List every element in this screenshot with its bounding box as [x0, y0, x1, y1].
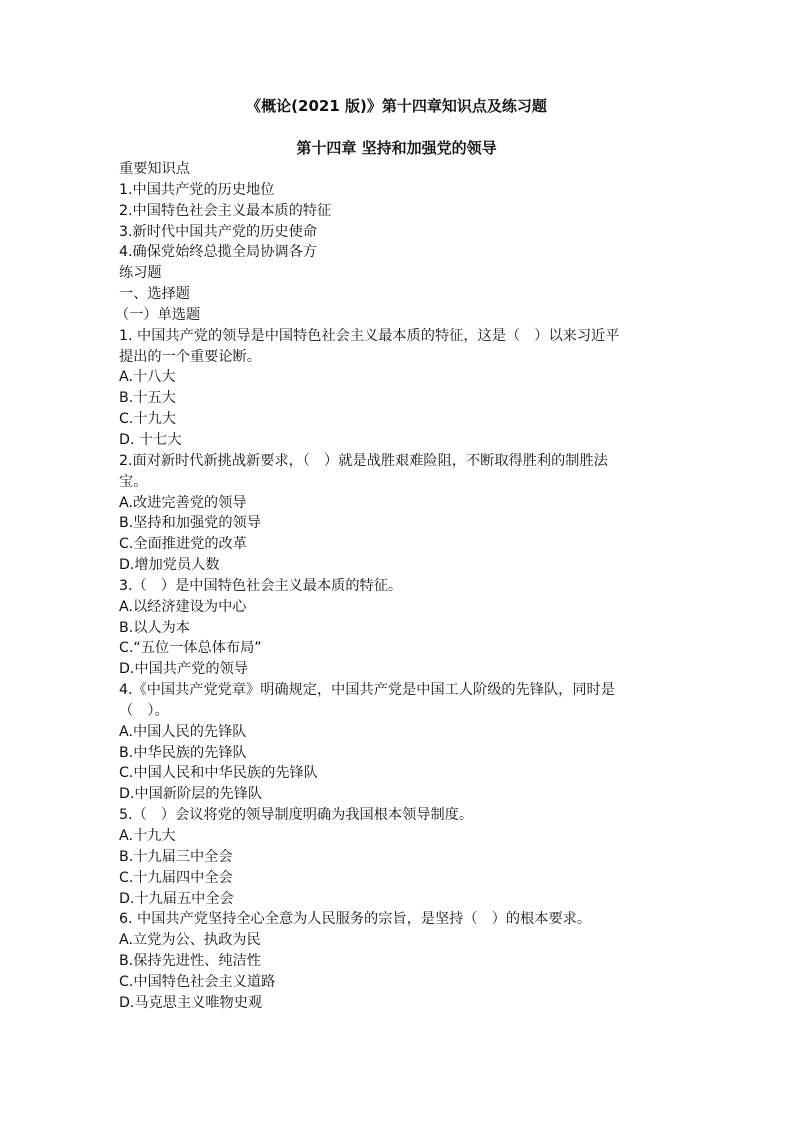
option-a: A.十八大 [119, 369, 176, 386]
option-a: A.中国人民的先锋队 [119, 723, 247, 740]
option-d: D.马克思主义唯物史观 [119, 994, 263, 1011]
document-title: 《概论(2021 版)》第十四章知识点及练习题 [246, 97, 547, 115]
question-text: 2.面对新时代新挑战新要求，（ ）就是战胜艰难险阻，不断取得胜利的制胜法 [119, 452, 608, 469]
key-point-item: 4.确保党始终总揽全局协调各方 [119, 244, 317, 261]
key-point-item: 2.中国特色社会主义最本质的特征 [119, 202, 332, 219]
question-5 [119, 805, 679, 909]
key-point-item: 1.中国共产党的历史地位 [119, 181, 275, 198]
option-c: C.十九届四中全会 [119, 869, 233, 886]
option-b: B.以人为本 [119, 619, 190, 636]
option-c: C.中国人民和中华民族的先锋队 [119, 765, 318, 782]
option-b: B.十五大 [119, 390, 176, 407]
question-2 [119, 451, 679, 576]
question-text: 1. 中国共产党的领导是中国特色社会主义最本质的特征，这是（ ）以来习近平 [119, 327, 620, 344]
subsection-heading: （一）单选题 [115, 306, 201, 323]
question-text: 6. 中国共产党坚持全心全意为人民服务的宗旨，是坚持（ ）的根本要求。 [119, 911, 592, 928]
question-1 [119, 326, 679, 451]
option-d: D.中国新阶层的先锋队 [119, 786, 263, 803]
option-c: C.“五位一体总体布局” [119, 640, 262, 657]
question-text-continued: 宝。 [119, 473, 148, 490]
option-a: A.改进完善党的领导 [119, 494, 247, 511]
option-c: C.中国特色社会主义道路 [119, 973, 276, 990]
question-4 [119, 680, 679, 805]
option-b: B.坚持和加强党的领导 [119, 515, 261, 532]
question-6 [119, 909, 679, 1013]
key-points-heading: 重要知识点 [119, 161, 190, 177]
exercises-heading: 练习题 [119, 265, 162, 282]
option-a: A.以经济建设为中心 [119, 598, 247, 615]
document-body [115, 159, 679, 1014]
key-point-item: 3.新时代中国共产党的历史使命 [119, 223, 317, 240]
question-text: 5.（ ）会议将党的领导制度明确为我国根本领导制度。 [119, 807, 474, 824]
question-3 [119, 576, 679, 680]
option-a: A.立党为公、执政为民 [119, 932, 261, 949]
question-text-continued: （ ）。 [119, 702, 169, 719]
option-b: B.保持先进性、纯洁性 [119, 953, 261, 970]
question-text: 4.《中国共产党党章》明确规定，中国共产党是中国工人阶级的先锋队，同时是 [119, 682, 615, 699]
option-d: D. 十七大 [119, 431, 182, 448]
option-d: D.中国共产党的领导 [119, 661, 248, 678]
option-a: A.十九大 [119, 828, 176, 844]
option-b: B.中华民族的先锋队 [119, 744, 247, 761]
section-heading: 一、选择题 [119, 286, 190, 303]
question-text: 3.（ ）是中国特色社会主义最本质的特征。 [119, 577, 403, 594]
option-c: C.十九大 [119, 411, 176, 428]
option-d: D.十九届五中全会 [119, 890, 234, 907]
question-text-continued: 提出的一个重要论断。 [119, 348, 261, 365]
option-d: D.增加党员人数 [119, 557, 220, 574]
option-c: C.全面推进党的改革 [119, 536, 247, 553]
chapter-title: 第十四章 坚持和加强党的领导 [296, 139, 497, 157]
option-b: B.十九届三中全会 [119, 848, 233, 865]
